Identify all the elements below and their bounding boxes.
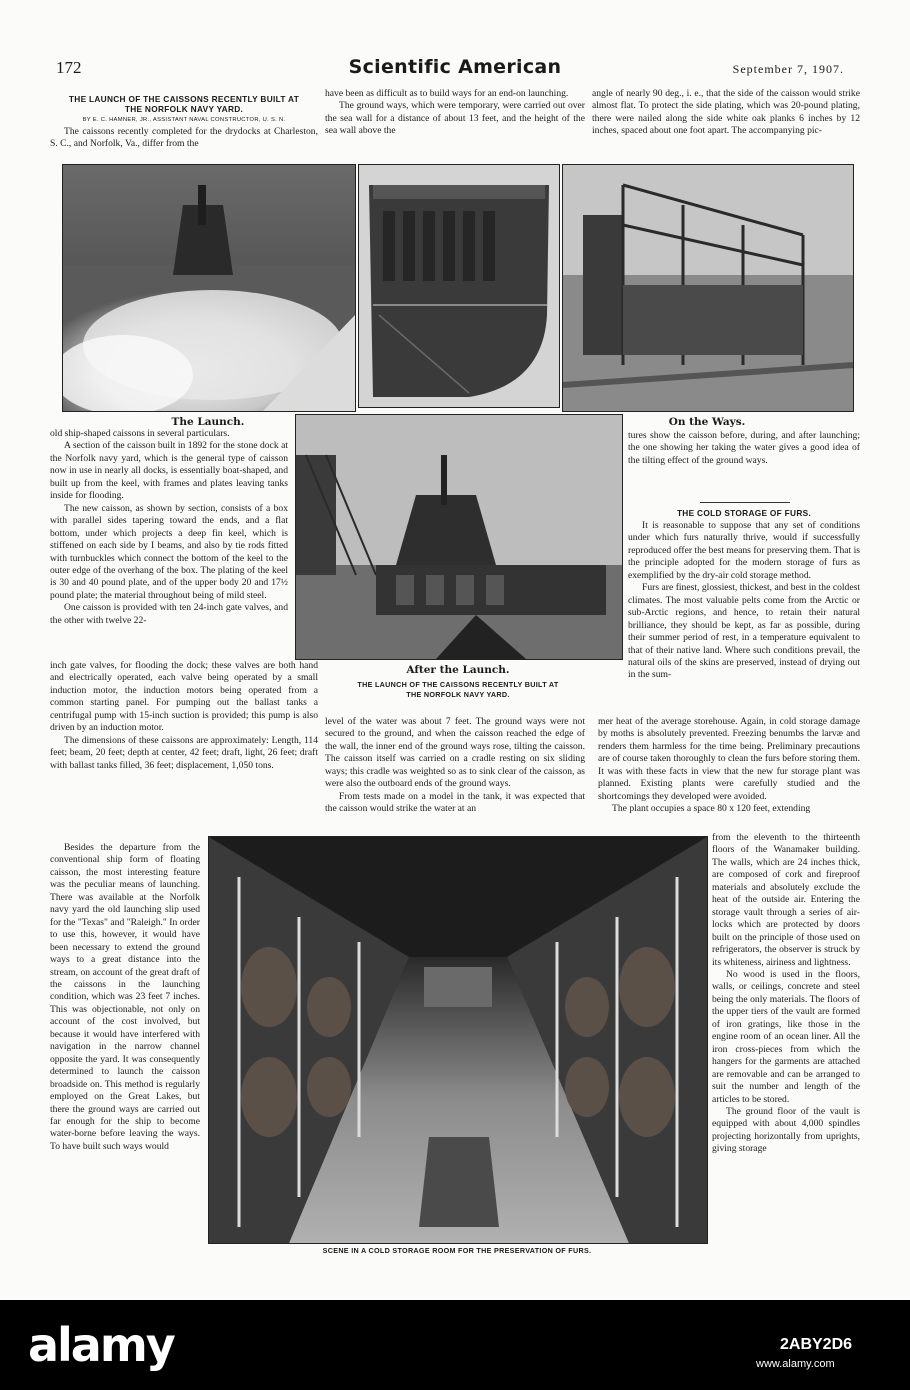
article-col3-main — [628, 430, 860, 496]
article-col1-main — [50, 428, 288, 660]
photo-label-ways: On the Ways. — [668, 416, 746, 428]
article-title-line: THE LAUNCH OF THE CAISSONS RECENTLY BUILT AT — [68, 94, 300, 104]
article-col1-narrow — [50, 842, 200, 1252]
article-col1-top — [50, 126, 318, 152]
paragraph: It is reasonable to suppose that any set of conditions under which furs naturally thrive, would if successfully reproduced offer the best means for preserving them. That is the principle adopted for the modern storage of furs as exemplified by the dry-air cold storage method. — [628, 520, 860, 581]
paragraph: The caissons recently completed for the drydocks at Charleston, S. C., and Norfolk, Va., differ from the — [50, 126, 318, 150]
article-col3-top — [592, 88, 860, 152]
article2-col-wide — [598, 716, 860, 832]
photo-on-the-ways — [562, 164, 854, 412]
watermark-logo-text: alamy — [28, 1318, 174, 1372]
paragraph: No wood is used in the floors, walls, or ceilings, concrete and steel being the only materials. The floors of the upper tiers of the vault are formed of iron gratings, like those in the engine room of an ocean liner. All the iron cross-pieces from which the hangers for the garments are attached are removable and can be arranged to suit the number and length of the articles to be stored. — [712, 968, 860, 1105]
caption-line: THE LAUNCH OF THE CAISSONS RECENTLY BUILT AT — [357, 680, 559, 689]
paragraph: One caisson is provided with ten 24-inch gate valves, and the other with twelve 22- — [50, 602, 288, 626]
paragraph: The ground floor of the vault is equipped with about 4,000 spindles projecting horizontally from uprights, giving storage — [712, 1105, 860, 1155]
paragraph: from the eleventh to the thirteenth floors of the Wanamaker building. The walls, which are 24 inches thick, are composed of cork and fireproof materials and absolutely exclude the heat of the outside air. Entering the storage vault through a series of air-locks which are protected by doors built on the principle of those used on refrigerators, the observer is struck by its whiteness, airiness and lightness. — [712, 832, 860, 968]
photo-fur-storage — [208, 836, 708, 1244]
photo-label-after: After the Launch. — [406, 664, 510, 676]
article-title — [50, 94, 318, 114]
paragraph: The dimensions of these caissons are approximately: Length, 114 feet; beam, 20 feet; depth at center, 42 feet; draft, light, 26 feet; draft with ballast tanks filled, 36 feet; displacement, 1,050 tons. — [50, 734, 318, 771]
paragraph: tures show the caisson before, during, and after launching; the one showing her taking the water gives a good idea of the tilting effect of the ground ways. — [628, 430, 860, 466]
paragraph: A section of the caisson built in 1892 for the stone dock at the Norfolk navy yard, which is the general type of caisson now in use in nearly all docks, is essentially boat-shaped, and built up from the keel, with frames and plates leaving tanks inside for flooding. — [50, 440, 288, 502]
section-divider — [700, 502, 790, 503]
article2-col-narrow — [712, 832, 860, 1252]
photo-caption-furs: SCENE IN A COLD STORAGE ROOM FOR THE PRESERVATION OF FURS. — [322, 1246, 592, 1255]
paragraph: The ground ways, which were temporary, were carried out over the sea wall for a distance of about 13 feet, and the height of the sea wall above the — [325, 100, 585, 137]
paragraph: mer heat of the average storehouse. Again, in cold storage damage by moths is absolutely prevented. Freezing benumbs the larvæ and renders them harmless for the time being. Preliminary precautions are of course taken thoroughly to clean the furs before storing them. It was with these facts in view that the new fur storage plant was planned. Existing plants were carefully studied and the shortcomings they developed were avoided. — [598, 716, 860, 802]
photo-caption-launch — [295, 680, 621, 700]
article-byline: BY E. C. HAMNER, JR., ASSISTANT NAVAL CONSTRUCTOR, U. S. N. — [82, 117, 286, 123]
paragraph: Besides the departure from the conventional ship form of floating caisson, the most interesting feature was the peculiar means of launching. There was available at the Norfolk navy yard the old launching slip used for the "Texas" and "Raleigh." In order to use this, however, it would have been necessary to extend the ground ways to a great distance into the stream, on account of the great draft of the caissons in the launching condition, which was 23 feet 7 inches. This was objectionable, not only on account of the cost involved, but because it would have interfered with navigation in the narrow channel opposite the yard. It was consequently determined to launch the caisson broadside on. This method is regularly employed on the Great Lakes, but there the ground ways are carried out far enough for the ship to become water-borne before leaving the ways. To have built such ways would — [50, 842, 200, 1152]
journal-title: Scientific American — [348, 56, 562, 78]
photo-after-launch — [295, 414, 623, 660]
article-col1-wide — [50, 660, 318, 842]
photo-launch — [62, 164, 356, 412]
article2-title: THE COLD STORAGE OF FURS. — [676, 508, 812, 518]
issue-date: September 7, 1907. — [732, 62, 844, 76]
article-title-line: THE NORFOLK NAVY YARD. — [124, 104, 244, 114]
article2-col-top — [628, 520, 860, 704]
photo-label-launch: The Launch. — [171, 416, 245, 428]
watermark-logo — [28, 1318, 174, 1372]
paragraph: Furs are finest, glossiest, thickest, and best in the coldest climates. The most valuable pelts come from the Arctic or sub-Arctic regions, and hence, to retain their natural brilliance, they should be kept, as far as possible, during their summer period of rest, in a temperature equivalent to that of their native land. Where such conditions prevail, the natural oils of the skins are preserved, instead of drying out in the sum- — [628, 582, 860, 681]
paragraph: angle of nearly 90 deg., i. e., that the side of the caisson would strike almost flat. To protect the side plating, which was 20-pound plating, there were nailed along the side white oak planks 6 inches by 12 inches, spaced about one foot apart. The accompanying pic- — [592, 88, 860, 137]
page-number: 172 — [56, 58, 82, 77]
watermark-url: www.alamy.com — [756, 1358, 835, 1370]
article-col2-top — [325, 88, 585, 152]
photo-caisson — [358, 164, 560, 408]
watermark-image-id: 2ABY2D6 — [780, 1336, 853, 1353]
paragraph: The plant occupies a space 80 x 120 feet, extending — [612, 803, 811, 815]
paragraph: inch gate valves, for flooding the dock; these valves are both hand and electrically operated, each valve being operated by a small induction motor, the induction motors being operated from a common starting panel. For pumping out the ballast tanks a centrifugal pump with 15-inch suction is provided; this pump is also driven by an induction motor. — [50, 660, 318, 734]
paragraph: old ship-shaped caissons in several particulars. — [50, 428, 230, 439]
paragraph: have been as difficult as to build ways for an end-on launching. — [325, 88, 569, 99]
paragraph: From tests made on a model in the tank, it was expected that the caisson would strike the water at an — [325, 790, 585, 815]
article-col2-main — [325, 716, 585, 834]
paragraph: The new caisson, as shown by section, consists of a box with parallel sides tapering toward the ends, and a flat bottom, under which projects a deep fin keel, which is stiffened on each side by I beams, and also by tie rods fitted with turnbuckles which connect the bottom of the keel to the outer edge of the overhang of the box. The plating of the keel is 30 and 40 pound plate, and of the upper body 20 and 17½ pound plate; the material throughout being of mild steel. — [50, 502, 288, 601]
paragraph: level of the water was about 7 feet. The ground ways were not secured to the ground, and when the caisson reached the edge of the wall, the inner end of the ground ways rose, tilting the caisson. The caisson itself was carried on a cradle resting on six sliding ways; this cradle was weighted so as to sink clear of the caisson, as were also the outboard ends of the ground ways. — [325, 716, 585, 790]
caption-line: THE NORFOLK NAVY YARD. — [406, 690, 510, 699]
